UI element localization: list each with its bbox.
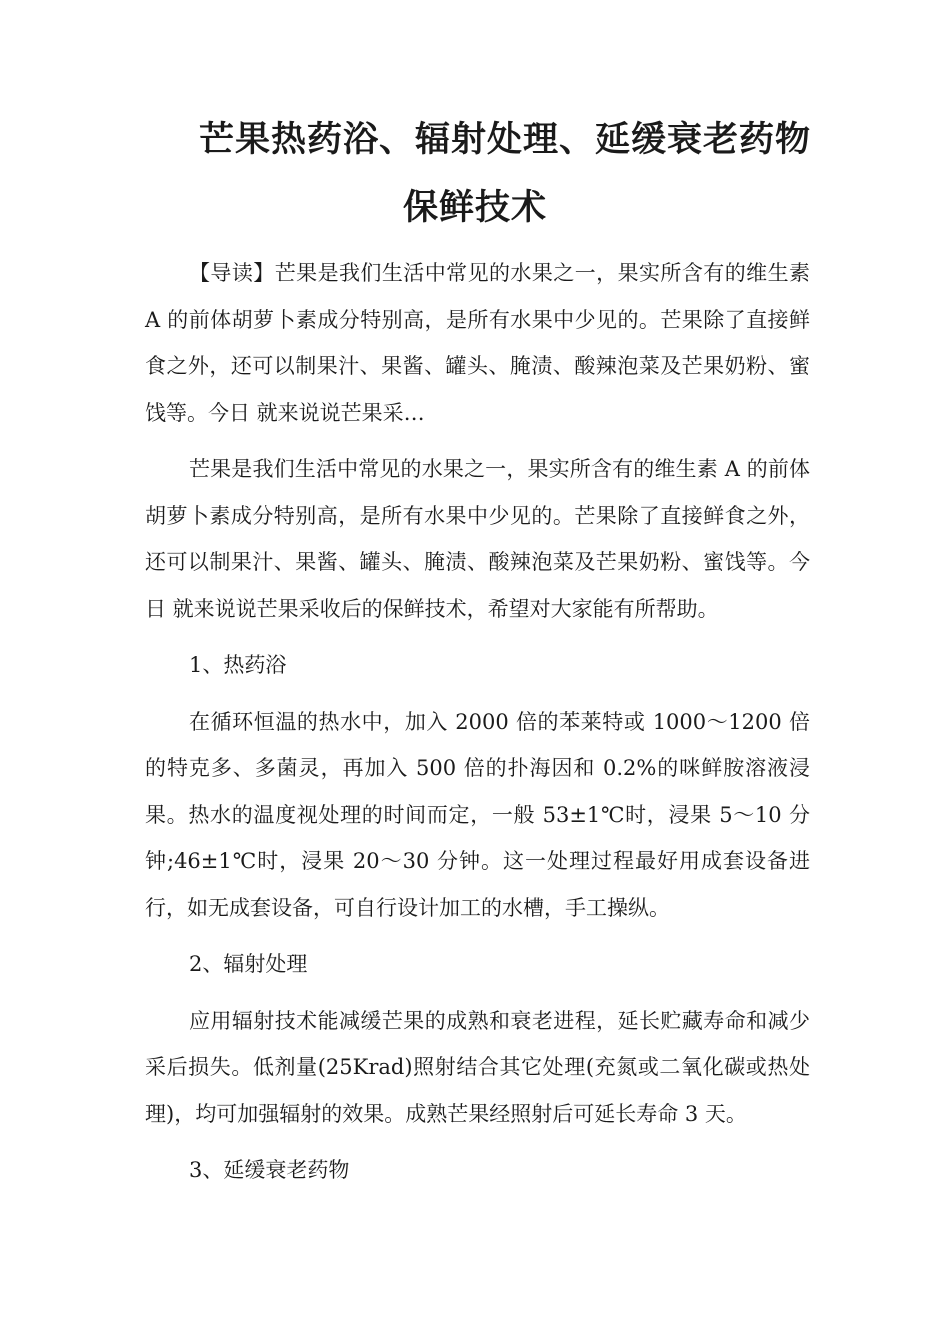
- intro-paragraph: 【导读】芒果是我们生活中常见的水果之一，果实所含有的维生素 A 的前体胡萝卜素成分特别高，是所有水果中少见的。芒果除了直接鲜食之外，还可以制果汁、果酱、罐头、腌渍、酸辣泡菜及芒果奶粉、蜜饯等。今日 就来说说芒果采…: [145, 261, 810, 425]
- document-title-line1: 芒果热药浴、辐射处理、延缓衰老药物: [198, 119, 811, 160]
- section-heading-anti-aging: 3、延缓衰老药物: [189, 1158, 350, 1182]
- document-title-line2: 保鲜技术: [402, 187, 547, 228]
- document-body: [145, 250, 810, 1204]
- body-paragraph: 应用辐射技术能减缓芒果的成熟和衰老进程，延长贮藏寿命和减少采后损失。低剂量(25Krad)照射结合其它处理(充氮或二氧化碳或热处理)，均可加强辐射的效果。成熟芒果经照射后可延长寿命 3 天。: [145, 1008, 810, 1126]
- body-paragraph: 芒果是我们生活中常见的水果之一，果实所含有的维生素 A 的前体胡萝卜素成分特别高，是所有水果中少见的。芒果除了直接鲜食之外，还可以制果汁、果酱、罐头、腌渍、酸辣泡菜及芒果奶粉、蜜饯等。今日 就来说说芒果采收后的保鲜技术，希望对大家能有所帮助。: [145, 457, 810, 621]
- body-paragraph: 在循环恒温的热水中，加入 2000 倍的苯莱特或 1000～1200 倍的特克多、多菌灵，再加入 500 倍的扑海因和 0.2%的咪鲜胺溶液浸果。热水的温度视处理的时间而定，一般 53±1℃时，浸果 5～10 分钟;46±1℃时，浸果 20～30 分钟。这一处理过程最好用成套设备进行，如无成套设备，可自行设计加工的水槽，手工操纵。: [145, 709, 810, 920]
- section-heading-irradiation: 2、辐射处理: [189, 952, 308, 976]
- section-heading-hot-bath: 1、热药浴: [189, 653, 287, 677]
